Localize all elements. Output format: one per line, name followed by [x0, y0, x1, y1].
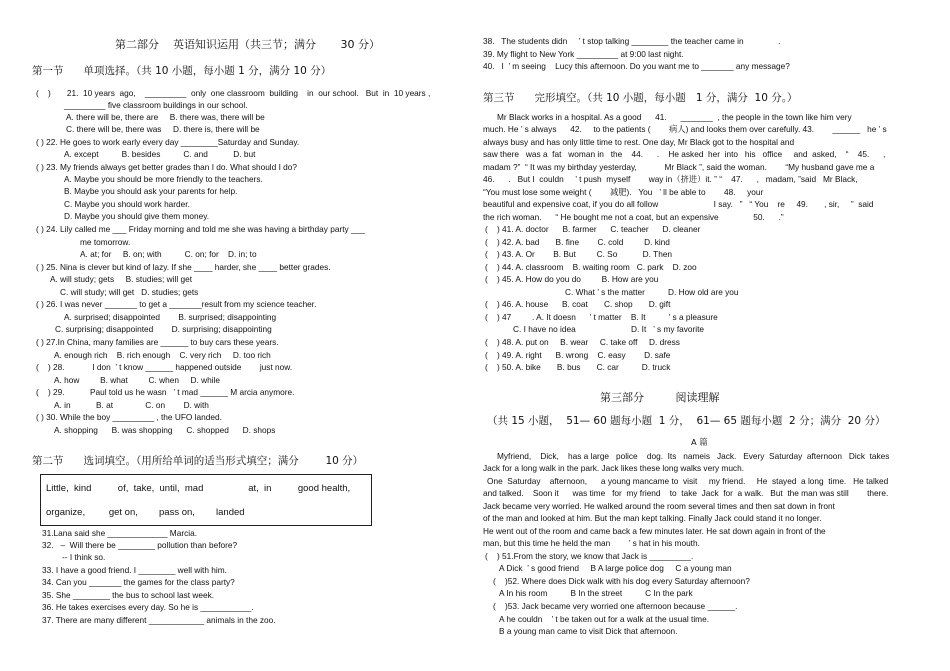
passage-a-line-3: One Saturday afternoon, a young mancame to visit my friend. He stayed a long time. He talked [487, 476, 889, 486]
cloze-option-49: ( ) 49. A. right B. wrong C. easy D. safe [485, 350, 671, 360]
question-30-options: A. shopping B. was shopping C. shopped D. shops [54, 425, 276, 435]
cloze-option-45-cont: C. What ’ s the matter D. How old are you [565, 287, 739, 297]
part-title: 第二部分 英语知识运用（共三节；满分 30 分） [115, 38, 380, 51]
question-34: 34. Can you _______ the games for the class party? [42, 577, 235, 587]
question-21-options-cd: C. there will be, there was D. there is, there will be [66, 124, 260, 134]
question-22-options: A. except B. besides C. and D. but [64, 149, 256, 159]
cloze-option-46: ( ) 46. A. house B. coat C. shop D. gift [485, 299, 671, 309]
question-24: ( ) 24. Lily called me ___ Friday morning and told me she was having a birthday party ___ [36, 224, 365, 234]
question-32-reply: -- I think so. [62, 552, 106, 562]
question-28-options: A. how B. what C. when D. while [54, 375, 220, 385]
word-bank-line-2: organize, get on, pass on, landed [46, 507, 245, 518]
cloze-option-42: ( ) 42. A. bad B. fine C. cold D. kind [485, 237, 670, 247]
question-28: ( ) 28. I don ’ t know ______ happened outside just now. [36, 362, 293, 372]
question-39: 39. My flight to New York _________ at 9:00 last night. [483, 49, 684, 59]
cloze-option-44: ( ) 44. A. classroom B. waiting room C. park D. zoo [485, 262, 697, 272]
cloze-option-47-cont: C. I have no idea D. It ’ s my favorite [513, 324, 705, 334]
question-27: ( ) 27.In China, many families are ______ to buy cars these years. [36, 337, 279, 347]
question-29-options: A. in B. at C. on D. with [54, 400, 209, 410]
question-51-options: A Dick ’ s good friend B A large police dog C a young man [499, 563, 732, 573]
question-52: ( )52. Where does Dick walk with his dog every Saturday afternoon? [493, 576, 750, 586]
question-38: 38. The students didn ’ t stop talking ________ the teacher came in . [483, 36, 781, 46]
question-24-cont: me tomorrow. [80, 237, 131, 247]
question-23-option-b: B. Maybe you should ask your parents for help. [64, 186, 238, 196]
question-51: ( ) 51.From the story, we know that Jack is _________. [485, 551, 694, 561]
cloze-line-9: the rich woman. “ He bought me not a coat, but an expensive 50. .” [483, 212, 784, 222]
question-23-option-d: D. Maybe you should give them money. [64, 211, 210, 221]
section3-title: 第三节 完形填空。（共 10 小题，每小题 1 分，满分 10 分。） [483, 92, 798, 104]
cloze-line-8: beautiful and expensive coat, if you do all follow I say. ” “ You re 49. , sir, ” said [483, 199, 874, 209]
cloze-option-43: ( ) 43. A. Or B. But C. So D. Then [485, 249, 673, 259]
question-32: 32. – Will there be ________ pollution than before? [42, 540, 238, 550]
word-bank-line-1: Little, kind of, take, until, mad at, in good health, [46, 483, 351, 494]
question-25: ( ) 25. Nina is clever but kind of lazy. If she ____ harder, she ____ better grades. [36, 262, 331, 272]
passage-a-line-7: He went out of the room and came back a few minutes later. He sat down again in front of the [483, 526, 826, 536]
question-30: ( ) 30. While the boy _________ , the UFO landed. [36, 412, 222, 422]
passage-a-line-4: and talked. Soon it was time for my friend to take Jack for a walk. But the man was still there. [483, 488, 889, 498]
question-33: 33. I have a good friend. I ________ well with him. [42, 565, 227, 575]
question-53: ( )53. Jack became very worried one afternoon because ______. [493, 601, 738, 611]
part3-title: 第三部分 阅读理解 [600, 391, 720, 404]
cloze-line-1: Mr Black works in a hospital. As a good 41. _______ , the people in the town like him very [497, 112, 852, 122]
cloze-option-47: ( ) 47 . A. It doesn ’ t matter B. It ’ s a pleasure [485, 312, 718, 322]
passage-a-title: A 篇 [691, 437, 708, 447]
question-21-options-ab: A. there will be, there are B. there was, there will be [66, 112, 265, 122]
section1-title: 第一节 单项选择。（共 10 小题，每小题 1 分，满分 10 分） [32, 65, 332, 77]
question-26-options-cd: C. surprising; disappointed D. surprising; disappointing [55, 324, 272, 334]
question-23-option-a: A. Maybe you should be more friendly to the teachers. [64, 174, 263, 184]
question-53-option-b: B a young man came to visit Dick that afternoon. [499, 626, 678, 636]
section2-title: 第二节 选词填空。（用所给单词的适当形式填空；满分 10 分） [32, 455, 364, 467]
cloze-line-6: 46. . But I couldn ’ t push myself way in（挤进）it. ” “ 47. , madam, ”said Mr Black, [483, 174, 858, 184]
question-22: ( ) 22. He goes to work early every day ________Saturday and Sunday. [36, 137, 300, 147]
question-31: 31.Lana said she _____________ Marcia. [42, 528, 197, 538]
passage-a-line-1: Myfriend, Dick, has a large police dog. Its nameis Jack. Every Saturday afternoon Dick takes [497, 451, 890, 461]
question-23: ( ) 23. My friends always get better grades than I do. What should I do? [36, 162, 298, 172]
cloze-option-48: ( ) 48. A. put on B. wear C. take off D. dress [485, 337, 680, 347]
cloze-option-50: ( ) 50. A. bike B. bus C. car D. truck [485, 362, 671, 372]
part3-subtitle: （共 15 小题， 51— 60 题每小题 1 分， 61— 65 题每小题 2 分；满分 20 分） [487, 415, 886, 427]
question-26-options-ab: A. surprised; disappointed B. surprised; disappointing [64, 312, 277, 322]
question-27-options: A. enough rich B. rich enough C. very rich D. too rich [54, 350, 271, 360]
question-25-options-ab: A. will study; gets B. studies; will get [50, 274, 193, 284]
question-26: ( ) 26. I was never _______ to get a _______result from my science teacher. [36, 299, 317, 309]
question-21: ( ) 21. 10 years ago, _________ only one classroom building in our school. But in 10 years , [36, 88, 431, 98]
question-23-option-c: C. Maybe you should work harder. [64, 199, 190, 209]
cloze-line-7: “You must lose some weight ( 减肥). You ’ ll be able to 48. your [483, 187, 764, 197]
passage-a-line-2: Jack for a long walk in the park. Jack likes these long walks very much. [483, 463, 745, 473]
question-24-options: A. at; for B. on; with C. on; for D. in; to [80, 249, 257, 259]
question-21-cont: _________ five classroom buildings in our school. [64, 100, 248, 110]
question-40: 40. I ’ m seeing Lucy this afternoon. Do you want me to _______ any message? [483, 61, 790, 71]
question-52-options: A In his room B In the street C In the park [499, 588, 693, 598]
question-36: 36. He takes exercises every day. So he is ___________. [42, 602, 254, 612]
passage-a-line-6: of the man and looked at him. But the man kept talking. Finally Jack could stand it no longer. [483, 513, 822, 523]
passage-a-line-8: man, but this time he held the man ’ s hat in his mouth. [483, 538, 700, 548]
cloze-option-41: ( ) 41. A. doctor B. farmer C. teacher D. cleaner [485, 224, 701, 234]
cloze-line-4: saw there was a fat woman in the 44. . He asked her into his office and asked, “ 45. , [483, 149, 886, 159]
passage-a-line-5: Jack became very worried. He walked around the room several times and then sat down in front [483, 501, 835, 511]
question-53-option-a: A he couldn ’ t be taken out for a walk at the usual time. [499, 614, 710, 624]
question-25-options-cd: C. will study; will get D. studies; gets [60, 287, 199, 297]
cloze-option-45: ( ) 45. A. How do you do B. How are you [485, 274, 659, 284]
word-bank-box [40, 474, 372, 526]
question-35: 35. She ________ the bus to school last week. [42, 590, 215, 600]
question-37: 37. There are many different ____________ animals in the zoo. [42, 615, 276, 625]
cloze-line-2: much. He ’ s always 42. to the patients ( 病人) and looks them over carefully. 43. ______ he ’ s [483, 124, 887, 134]
cloze-line-5: madam ?” “ It was my birthday yesterday, Mr Black ”, said the woman. “My husband gave me a [483, 162, 875, 172]
cloze-line-3: always busy and has only little time to rest. One day, Mr Black got to the hospital and [483, 137, 795, 147]
question-29: ( ) 29. Paul told us he wasn ’ t mad ______ M arcia anymore. [36, 387, 295, 397]
